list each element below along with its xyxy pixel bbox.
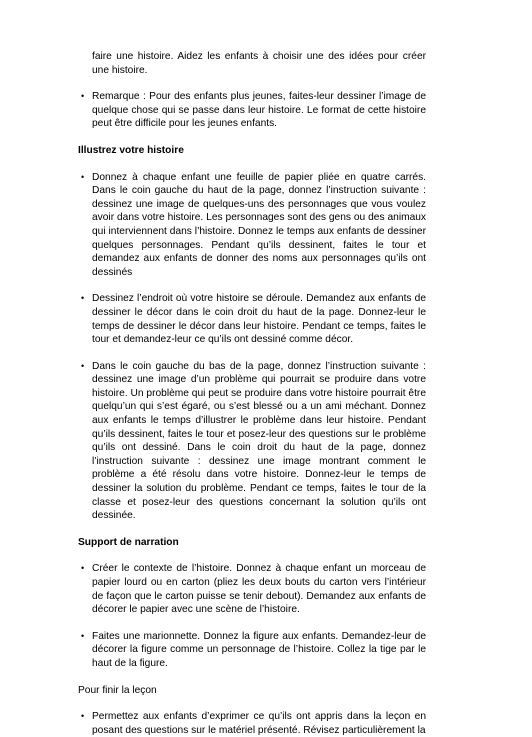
list-item — [78, 630, 426, 671]
top-continuation-text — [78, 50, 426, 77]
list-item-text: Donnez à chaque enfant une feuille de papier pliée en quatre carrés. Dans le coin gauche du haut de la page, donnez l’instruction suivante : dessinez une image de quelques-uns des personnages que vous voulez avoir dans votre histoire. Les personnages sont des gens ou des animaux qui interviennent dans l’histoire. Donnez le temps aux enfants de dessiner quelques personnages. Pendant qu’ils dessinent, faites le tour et demandez aux enfants de donner des noms aux personnages qu’ils ont dessinés — [92, 171, 426, 278]
bullet-icon: • — [81, 630, 85, 641]
section-title-illustrez: Illustrez votre histoire — [78, 144, 184, 156]
bullet-icon: • — [81, 360, 85, 371]
bullet-icon: • — [81, 171, 85, 182]
list-item-text: Dans le coin gauche du bas de la page, donnez l’instruction suivante : dessinez une image d’un problème qui pourrait se produire dans votre histoire. Un problème qui peut se produire dans votre histoire pourrait être quelqu’un qui s’est égaré, ou s’est blessé ou a un ami méchant. Donnez aux enfants le temps d’illustrer le problème dans leur histoire. Pendant qu’ils dessinent, faites le tour et posez-leur des questions sur le problème qu’ils ont dessiné. Dans le coin droit du haut de la page, donnez l’instruction suivante : dessinez une image montrant comment le problème a été résolu dans votre histoire. Donnez-leur le temps de dessiner la solution du problème. Pendant ce temps, faites le tour de la classe et posez-leur des questions concernant la solution qu’ils ont dessinée. — [92, 360, 426, 522]
list-item-text: Dessinez l’endroit où votre histoire se déroule. Demandez aux enfants de dessiner le décor dans le coin droit du haut de la page. Donnez-leur le temps de dessiner le décor dans leur histoire. Pendant ce temps, faites le tour et demandez-leur ce qu’ils ont dessiné comme décor. — [92, 293, 426, 346]
list-item — [78, 292, 426, 346]
list-item — [78, 562, 426, 616]
section-title-support: Support de narration — [78, 536, 179, 548]
list-item-text: Faites une marionnette. Donnez la figure aux enfants. Demandez-leur de décorer la figure comme un personnage de l’histoire. Collez la tige par le haut de la figure. — [92, 630, 426, 669]
bullet-icon: • — [81, 563, 85, 574]
section-title-finir: Pour finir la leçon — [78, 684, 157, 696]
list-item — [78, 360, 426, 523]
remarque-item — [78, 90, 426, 131]
remarque-text: Remarque : Pour des enfants plus jeunes, faites-leur dessiner l’image de quelque chose qui se passe dans leur histoire. Le format de cette histoire peut être difficile pour les jeunes enfants. — [92, 91, 426, 130]
list-item-text: Créer le contexte de l’histoire. Donnez à chaque enfant un morceau de papier lourd ou en carton (pliez les deux bouts du carton vers l’intérieur de façon que le carton puisse se tenir debout). Demandez aux enfants de décorer le papier avec une scène de l’histoire. — [92, 563, 426, 616]
bullet-icon: • — [81, 711, 85, 722]
list-item — [78, 171, 426, 280]
document-page — [78, 50, 426, 737]
list-item-text: Permettez aux enfants d’exprimer ce qu’ils ont appris dans la leçon en posant des questions sur le matériel présenté. Révisez particulièrement la — [92, 711, 426, 736]
bullet-icon: • — [81, 293, 85, 304]
top-continuation-label: faire une histoire. Aidez les enfants à choisir une des idées pour créer une histoire. — [92, 51, 426, 76]
bullet-icon: • — [81, 91, 85, 102]
list-item — [78, 710, 426, 737]
